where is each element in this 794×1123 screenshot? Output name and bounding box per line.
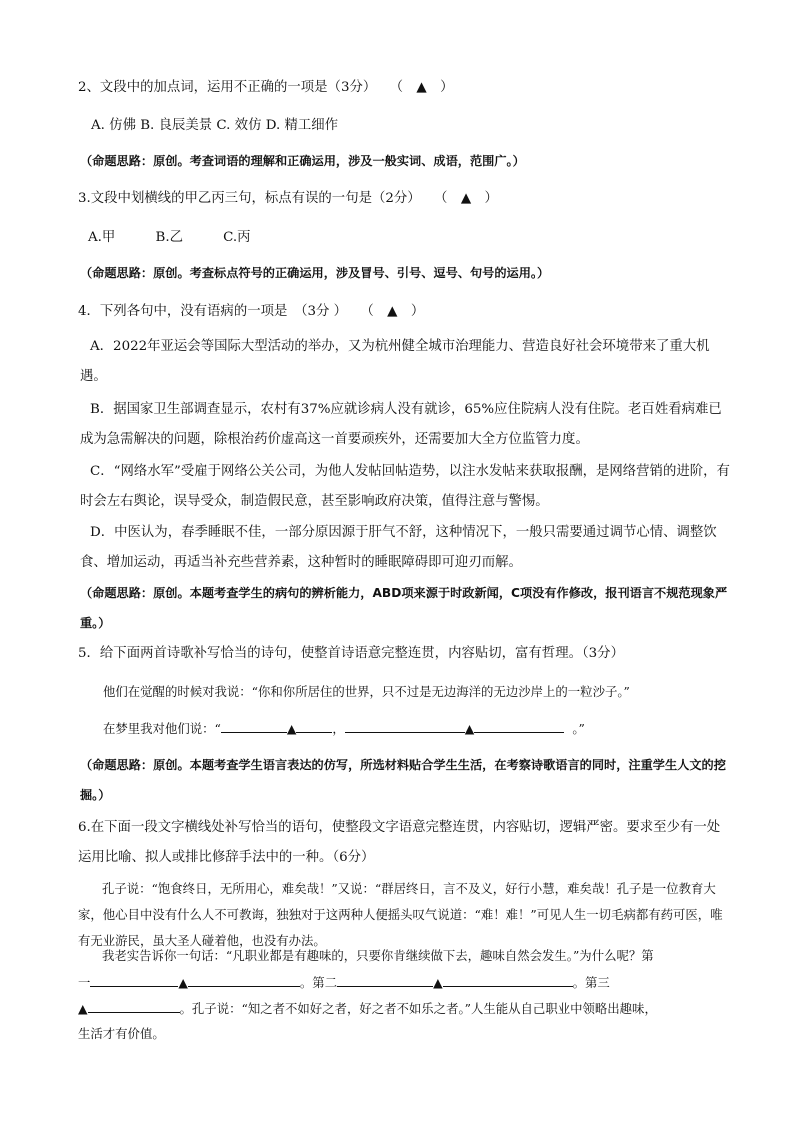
q6-paragraph-2-line1: 我老实告诉你一句话：“凡职业都是有趣味的，只要你肯继续做下去，趣味自然会发生。”为什么呢？第 [102, 948, 654, 963]
q3-stem: 3.文段中划横线的甲乙丙三句，标点有误的一句是（2分） （ ▲ ） [78, 191, 498, 206]
q4-option-b: B．据国家卫生部调查显示，农村有37%应就诊病人没有就诊，65%应住院病人没有住院。老百姓看病难已成为急需解决的问题，除根治药价虚高这一首要顽疾外，还需要加大全方位监管力度。 [80, 402, 722, 447]
q6-confucius-quote: 。孔子说：“知之者不如好之者，好之者不如乐之者。”人生能从自己职业中领略出趣味， [179, 1001, 657, 1016]
q5-poem-line2 [103, 719, 585, 738]
q2-stem: 2、文段中的加点词，运用不正确的一项是（3分） （ ▲ ） [78, 80, 454, 95]
q6-blank-3[interactable] [88, 999, 180, 1013]
q6-paragraph-2-line3 [78, 999, 657, 1018]
q6-blank-1a[interactable] [90, 973, 178, 987]
q6-third-label: 。第三 [572, 975, 610, 990]
q2-note: （命题思路：原创。考查词语的理解和正确运用，涉及一般实词、成语，范围广。） [80, 154, 525, 168]
answer-triangle: ▲ [286, 721, 297, 736]
q6-blank-2b[interactable] [443, 973, 573, 987]
q4-note: （命题思路：原创。本题考查学生的病句的辨析能力，ABD项来源于时政新闻，C项没有作修改，报刊语言不规范现象严重。） [80, 586, 728, 630]
q5-note: （命题思路：原创。本题考查学生语言表达的仿写，所选材料贴合学生生活，在考察诗歌语言的同时，注重学生人文的挖掘。） [80, 758, 726, 802]
q5-poem-line1: 他们在觉醒的时候对我说：“你和你所居住的世界，只不过是无边海洋的无边沙岸上的一粒沙子。” [103, 684, 630, 699]
q5-blank-2a[interactable] [345, 719, 465, 733]
q6-first-label: 一 [78, 975, 91, 990]
q6-paragraph-2-line2 [78, 973, 610, 992]
q5-line2-prefix: 在梦里我对他们说：“ [103, 721, 221, 736]
answer-triangle: ▲ [433, 975, 443, 990]
q6-paragraph-1: 孔子说：“饱食终日，无所用心，难矣哉！”又说：“群居终日，言不及义，好行小慧，难矣哉！孔子是一位教育大家，他心目中没有什么人不可教诲，独独对于这两种人便摇头叹气说道：“难！难！”可见人生一切毛病都有药可医，唯有无业游民，虽大圣人碰着他，也没有办法。 [78, 881, 723, 948]
q4-option-d: D．中医认为，春季睡眠不佳，一部分原因源于肝气不舒，这种情况下，一般只需要通过调节心情、调整饮食、增加运动，再适当补充些营养素，这种暂时的睡眠障碍即可迎刃而解。 [80, 525, 717, 570]
q4-stem: 4．下列各句中，没有语病的一项是 （3分 ） （ ▲ ） [78, 304, 425, 319]
answer-triangle: ▲ [464, 721, 475, 736]
q2-options: A. 仿佛 B. 良辰美景 C. 效仿 D. 精工细作 [91, 118, 339, 133]
q5-line2-comma: ， [332, 721, 345, 736]
q5-line2-end: 。” [572, 721, 585, 736]
q5-blank-1b[interactable] [296, 719, 332, 733]
q6-blank-2a[interactable] [337, 973, 433, 987]
q6-blank-1b[interactable] [188, 973, 300, 987]
q4-option-c: C．“网络水军”受雇于网络公关公司，为他人发帖回帖造势，以注水发帖来获取报酬，是网络营销的进阶，有时会左右舆论，误导受众，制造假民意，甚至影响政府决策，值得注意与警惕。 [80, 464, 730, 509]
q5-blank-2b[interactable] [474, 719, 564, 733]
q3-note: （命题思路：原创。考查标点符号的正确运用，涉及冒号、引号、逗号、句号的运用。） [80, 266, 550, 280]
q3-options: A.甲 B.乙 C.丙 [88, 230, 251, 245]
q6-stem: 6.在下面一段文字横线处补写恰当的语句，使整段文字语意完整连贯，内容贴切，逻辑严密。要求至少有一处运用比喻、拟人或排比修辞手法中的一种。（6分） [78, 820, 721, 865]
q4-option-a: A．2022年亚运会等国际大型活动的举办，又为杭州健全城市治理能力、营造良好社会环境带来了重大机遇。 [80, 339, 710, 384]
q5-stem: 5．给下面两首诗歌补写恰当的诗句，使整首诗语意完整连贯，内容贴切，富有哲理。（3分） [78, 646, 624, 661]
q6-paragraph-2-line4: 生活才有价值。 [78, 1026, 165, 1041]
q6-second-label: 。第二 [299, 975, 338, 990]
answer-triangle: ▲ [178, 975, 188, 990]
q5-blank-1a[interactable] [221, 719, 287, 733]
answer-triangle: ▲ [78, 1001, 88, 1016]
